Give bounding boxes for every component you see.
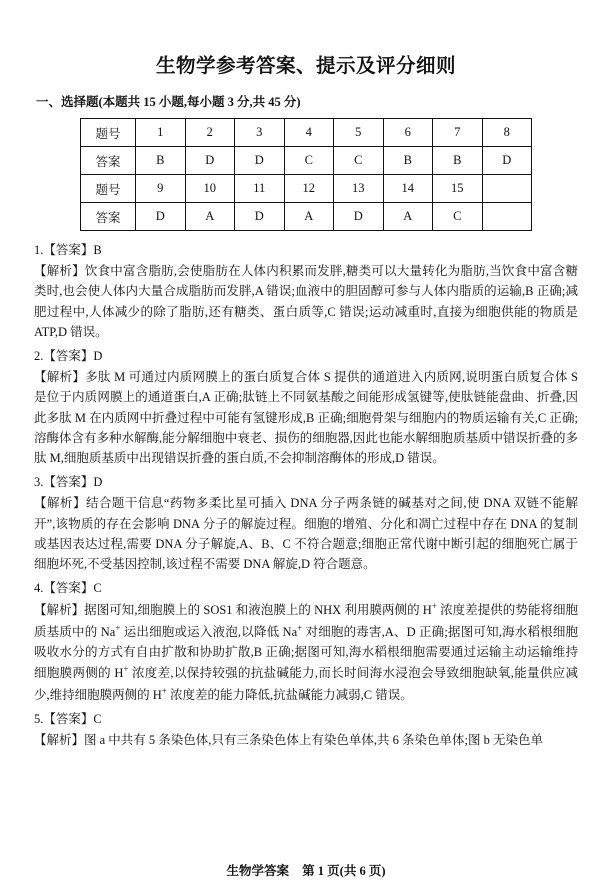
row-label-question-2: 题号	[81, 175, 136, 203]
table-cell: D	[334, 203, 384, 231]
table-cell: B	[433, 147, 483, 175]
explanation-item	[34, 579, 578, 705]
explanation-item	[34, 347, 578, 468]
table-cell: D	[185, 147, 235, 175]
answer-line: 4.【答案】C	[34, 581, 102, 596]
table-cell: 4	[284, 119, 334, 147]
explanation-item	[34, 710, 578, 750]
explanation-item	[34, 473, 578, 574]
row-label-question-1: 题号	[81, 119, 136, 147]
table-cell: D	[235, 147, 285, 175]
table-cell: 12	[284, 175, 334, 203]
table-row	[81, 119, 532, 147]
table-cell: A	[284, 203, 334, 231]
table-cell	[482, 175, 532, 203]
table-cell: C	[284, 147, 334, 175]
table-cell: B	[383, 147, 433, 175]
table-cell: 11	[235, 175, 285, 203]
answer-line: 2.【答案】D	[34, 349, 103, 363]
explanation-item	[34, 241, 578, 342]
explanation-body: 【解析】饮食中富含脂肪,会使脂肪在人体内积累而发胖,糖类可以大量转化为脂肪,当饮食中富含糖类时,也会使人体内大量合成脂肪而发胖,A 错误;血液中的胆固醇可参与人体内脂质的运输,B 正确;减肥过程中,人体减少的除了脂肪,还有糖类、蛋白质等,C 错误;运动减重时,直接为细胞供能的物质是 ATP,D 错误。	[34, 264, 578, 339]
table-cell: A	[383, 203, 433, 231]
explanation-body: 【解析】结合题干信息“药物多柔比星可插入 DNA 分子两条链的碱基对之间,使 DNA 双链不能解开”,该物质的存在会影响 DNA 分子的解旋过程。细胞的增殖、分化和凋亡过程中存在 DNA 的复制或基因表达过程,需要 DNA 分子解旋,A、B、C 不符合题意;细胞正常代谢中断引起的细胞死亡属于细胞坏死,不受基因控制,该过程不需要 DNA 解旋,D 符合题意。	[34, 496, 578, 571]
table-cell: 8	[482, 119, 532, 147]
table-cell: 9	[136, 175, 186, 203]
answer-table	[80, 118, 532, 231]
table-cell: 5	[334, 119, 384, 147]
table-cell: 13	[334, 175, 384, 203]
section-heading: 一、选择题(本题共 15 小题,每小题 3 分,共 45 分)	[36, 95, 301, 109]
table-cell	[482, 203, 532, 231]
table-cell: 2	[185, 119, 235, 147]
row-label-answer-2: 答案	[81, 203, 136, 231]
table-cell: C	[433, 203, 483, 231]
page-footer	[0, 861, 612, 879]
table-cell: 7	[433, 119, 483, 147]
table-cell: 14	[383, 175, 433, 203]
table-row	[81, 147, 532, 175]
table-cell: 3	[235, 119, 285, 147]
table-cell: 15	[433, 175, 483, 203]
table-cell: D	[235, 203, 285, 231]
table-cell: B	[136, 147, 186, 175]
answer-line: 1.【答案】B	[34, 243, 102, 257]
table-row	[81, 175, 532, 203]
table-cell: A	[185, 203, 235, 231]
page-number: 第 1 页(共 6 页)	[302, 864, 386, 878]
answer-line: 3.【答案】D	[34, 475, 103, 490]
page-title: 生物学参考答案、提示及评分细则	[155, 56, 456, 77]
table-cell: 6	[383, 119, 433, 147]
table-cell: D	[482, 147, 532, 175]
table-cell: C	[334, 147, 384, 175]
row-label-answer-1: 答案	[81, 147, 136, 175]
table-cell: 1	[136, 119, 186, 147]
table-row	[81, 203, 532, 231]
explanation-body: 【解析】多肽 M 可通过内质网膜上的蛋白质复合体 S 提供的通道进入内质网,说明蛋白质复合体 S 是位于内质网膜上的通道蛋白,A 正确;肽链上不同氨基酸之间能形成氢键等,使肽链能盘曲、折叠,因此多肽 M 在内质网中折叠过程中可能有氢键形成,B 正确;细胞骨架与细胞内的物质运输有关,C 正确;溶酶体含有多种水解酶,能分解细胞中衰老、损伤的细胞器,因此也能水解细胞质基质中错误折叠的多肽 M,细胞质基质中出现错误折叠的蛋白质,不会抑制溶酶体的形成,D 错误。	[34, 370, 578, 465]
explanation-body: 【解析】图 a 中共有 5 条染色体,只有三条染色体上有染色单体,共 6 条染色单体;图 b 无染色单	[34, 733, 544, 748]
answer-line: 5.【答案】C	[34, 712, 102, 727]
table-cell: 10	[185, 175, 235, 203]
explanation-body: 【解析】据图可知,细胞膜上的 SOS1 和液泡膜上的 NHX 利用膜两侧的 H+ 浓度差提供的势能将细胞质基质中的 Na+ 运出细胞或运入液泡,以降低 Na+ 对细胞的毒害,A、D 正确;据图可知,海水稻根细胞吸收水分的方式有自由扩散和协助扩散,B 正确;据图可知,海水稻根细胞需要通过运输主动运输维持细胞膜两侧的 H+ 浓度差,以保持较强的抗盐碱能力,而长时间海水浸泡会导致细胞缺氧,能量供应减少,维持细胞膜两侧的 H+ 浓度差的能力降低,抗盐碱能力减弱,C 错误。	[34, 601, 579, 702]
table-cell: D	[136, 203, 186, 231]
footer-label: 生物学答案	[226, 864, 290, 878]
